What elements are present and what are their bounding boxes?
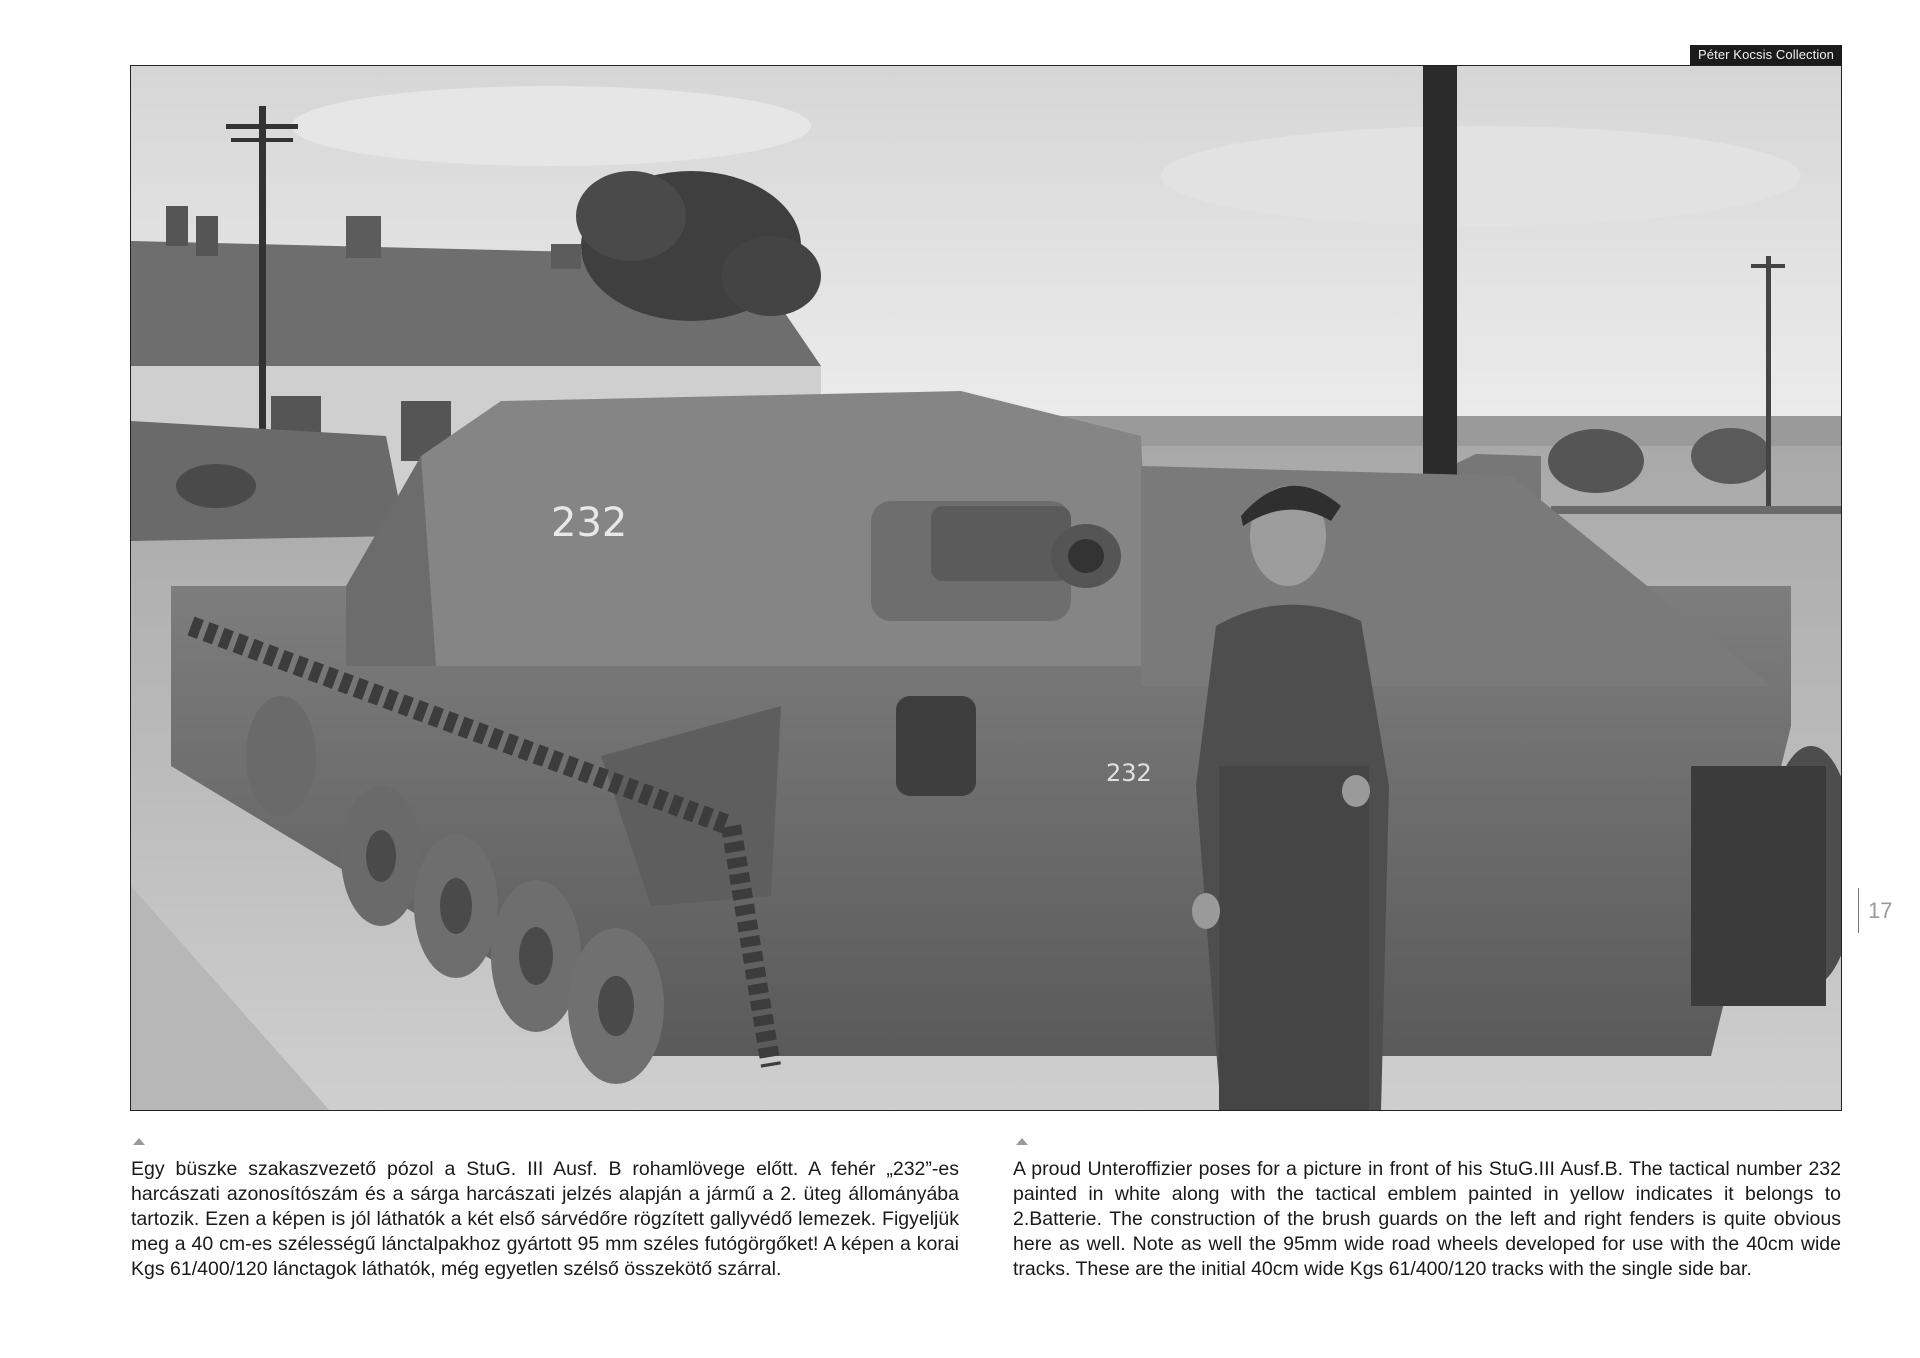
page-number-rule	[1858, 888, 1859, 933]
svg-text:232: 232	[1106, 759, 1152, 787]
photo-credit: Péter Kocsis Collection	[1690, 45, 1842, 65]
photo-illustration	[131, 66, 1842, 1111]
caption-hungarian: Egy büszke szakaszvezető pózol a StuG. III Ausf. B rohamlövege előtt. A fehér „232”-es harcászati azonosítószám és a sárga harcászati jelzés alapján a jármű a 2. üteg állományába tartozik. Ezen a képen is jól láthatók a két első sárvédőre rögzített gallyvédő lemezek. Figyeljük meg a 40 cm-es szélességű lánctalpakhoz gyártott 95 mm széles futógörgőket! A képen a korai Kgs 61/400/120 lánctagok láthatók, még egyetlen szélső összekötő szárral.	[131, 1158, 959, 1280]
photograph	[130, 65, 1842, 1111]
page-number: 17	[1868, 898, 1893, 923]
caption-marker-icon	[1016, 1138, 1028, 1145]
caption-english: A proud Unteroffizier poses for a picture in front of his StuG.III Ausf.B. The tactical number 232 painted in white along with the tactical emblem painted in yellow indicates it belongs to 2.Batterie. The construction of the brush guards on the left and right fenders is quite obvious here as well. Note as well the 95mm wide road wheels developed for use with the 40cm wide tracks. These are the initial 40cm wide Kgs 61/400/120 tracks with the single side bar.	[1013, 1158, 1841, 1280]
caption-marker-icon	[133, 1138, 145, 1145]
svg-text:232: 232	[551, 500, 628, 546]
